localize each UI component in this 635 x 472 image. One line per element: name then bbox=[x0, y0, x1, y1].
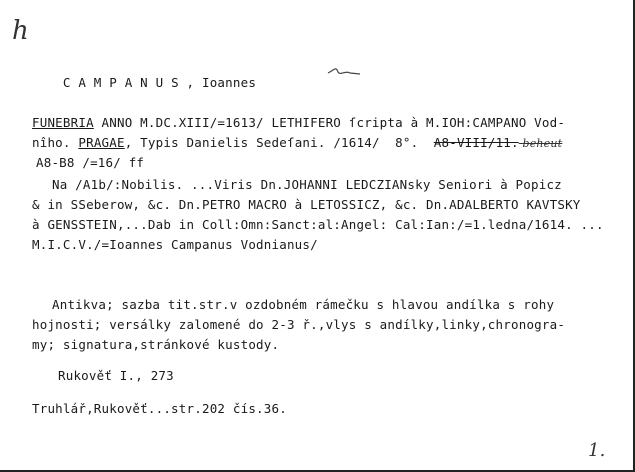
handwritten-struck-note: beheut bbox=[518, 137, 563, 150]
notes-line-1: Antikva; sazba tit.str.v ozdobném rámečku s hlavou andílka s rohy bbox=[52, 297, 555, 312]
author-surname: C A M P A N U S , bbox=[62, 74, 195, 90]
reference-truhlar: Truhlář,Rukověť...str.202 čís.36. bbox=[32, 401, 287, 416]
notes-line-3: my; signatura,stránkové kustody. bbox=[32, 337, 280, 352]
title-line-2: nîho. PRAGAE, Typis Danielis Sedeſani. /1614/ 8°. A8-VIII/11. beheut bbox=[32, 135, 563, 150]
title-word-funebria: FUNEBRIA bbox=[32, 115, 94, 130]
squiggle-mark-icon bbox=[326, 64, 362, 78]
reference-rukovet: Rukověť I., 273 bbox=[58, 368, 174, 383]
page-number: 1. bbox=[588, 440, 606, 461]
dedication-line-4: M.I.C.V./=Ioannes Campanus Vodnianus/ bbox=[32, 237, 318, 252]
corner-handwritten-mark: h bbox=[12, 16, 29, 46]
title-line-1: FUNEBRIA ANNO M.DC.XIII/=1613/ LETHIFERO ſcripta à M.IOH:CAMPANO Vod- bbox=[32, 115, 566, 130]
dedication-line-1: Na /A1b/:Nobilis. ...Viris Dn.JOHANNI LEDCZIANsky Seniori à Popicz bbox=[52, 177, 562, 192]
dedication-line-3: à GENSSTEIN,...Dab in Coll:Omn:Sanct:al:Angel: Cal:Ian:/=1.ledna/1614. ... bbox=[32, 217, 604, 232]
title-word-pragae: PRAGAE bbox=[78, 135, 125, 150]
author-forename: Ioannes bbox=[201, 74, 257, 90]
dedication-line-2: & in SSeberow, &c. Dn.PETRO MACRO à LETOSSICZ, &c. Dn.ADALBERTO KAVTSKY bbox=[32, 197, 581, 212]
collation-line: A8-B8 /=16/ ff bbox=[36, 155, 145, 170]
struck-signature: A8-VIII/11. bbox=[433, 135, 519, 150]
notes-line-2: hojnosti; versálky zalomené do 2-3 ř.,vlys s andílky,linky,chronogra- bbox=[32, 317, 566, 332]
author-heading bbox=[32, 64, 256, 102]
